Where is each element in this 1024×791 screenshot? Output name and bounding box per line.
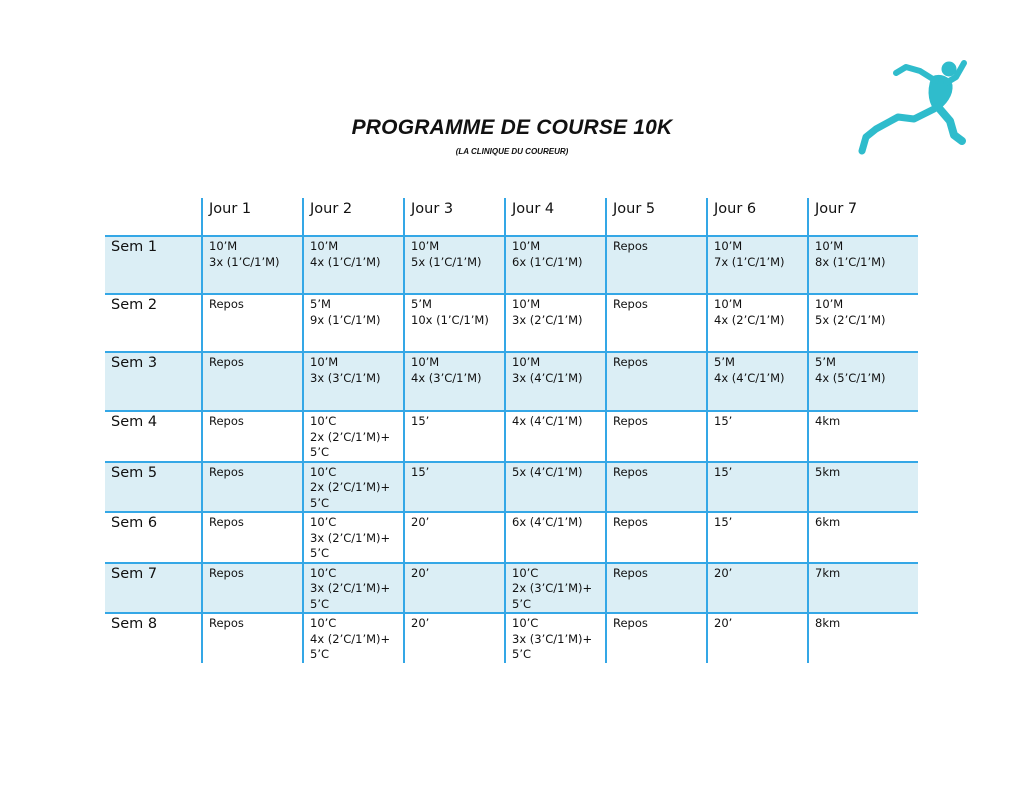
session-cell: 10’M 5x (1’C/1’M) — [404, 236, 505, 294]
session-cell: 10’C 3x (3’C/1’M)+ 5’C — [505, 613, 606, 663]
session-cell: 10’M 3x (3’C/1’M) — [303, 352, 404, 411]
week-label: Sem 6 — [111, 515, 158, 531]
corner-cell — [105, 198, 202, 236]
session-cell: 7km — [808, 563, 918, 614]
session-cell: 20’ — [404, 563, 505, 614]
session-cell: 5’M 4x (5’C/1’M) — [808, 352, 918, 411]
session-cell: 4x (4’C/1’M) — [505, 411, 606, 462]
page-title: PROGRAMME DE COURSE 10K — [351, 116, 673, 139]
week-row — [105, 294, 918, 352]
session-cell: Repos — [606, 236, 707, 294]
week-row — [105, 613, 918, 663]
week-row — [105, 512, 918, 563]
week-label: Sem 5 — [105, 462, 202, 513]
session-cell: Repos — [202, 462, 303, 513]
session-cell: 15’ — [404, 411, 505, 462]
week-label: Sem 8 — [111, 616, 158, 632]
week-label: Sem 4 — [111, 414, 158, 430]
session-cell: 10’M 3x (2’C/1’M) — [505, 294, 606, 352]
session-cell: 6x (4’C/1’M) — [505, 512, 606, 563]
session-cell: 10’M 5x (2’C/1’M) — [808, 294, 918, 352]
session-cell: 20’ — [404, 613, 505, 663]
session-cell: 10’C 3x (2’C/1’M)+ 5’C — [303, 512, 404, 563]
session-cell: 20’ — [707, 563, 808, 614]
day-header: Jour 3 — [404, 198, 505, 236]
session-cell: 10’M 7x (1’C/1’M) — [707, 236, 808, 294]
session-cell: 5km — [808, 462, 918, 513]
session-cell: 10’M 4x (1’C/1’M) — [303, 236, 404, 294]
day-header: Jour 4 — [505, 198, 606, 236]
week-label: Sem 1 — [105, 236, 202, 294]
day-header: Jour 1 — [202, 198, 303, 236]
day-header: Jour 5 — [606, 198, 707, 236]
session-cell: 5x (4’C/1’M) — [505, 462, 606, 513]
week-row — [105, 411, 918, 462]
session-cell: Repos — [606, 613, 707, 663]
session-cell: Repos — [606, 512, 707, 563]
page-subtitle: (LA CLINIQUE DU COUREUR) — [455, 147, 569, 156]
session-cell: 5’M 4x (4’C/1’M) — [707, 352, 808, 411]
week-label: Sem 2 — [111, 297, 158, 313]
day-header: Jour 7 — [808, 198, 918, 236]
session-cell: 10’M 3x (1’C/1’M) — [202, 236, 303, 294]
session-cell: Repos — [202, 411, 303, 462]
session-cell: Repos — [606, 411, 707, 462]
session-cell: Repos — [202, 352, 303, 411]
week-label: Sem 3 — [105, 352, 202, 411]
training-schedule-table — [105, 198, 918, 663]
session-cell: 20’ — [707, 613, 808, 663]
session-cell: 10’C 2x (2’C/1’M)+ 5’C — [303, 411, 404, 462]
session-cell: 10’M 8x (1’C/1’M) — [808, 236, 918, 294]
day-header: Jour 6 — [707, 198, 808, 236]
week-row — [105, 236, 918, 294]
session-cell: 8km — [808, 613, 918, 663]
session-cell: Repos — [606, 462, 707, 513]
session-cell: 10’C 2x (3’C/1’M)+ 5’C — [505, 563, 606, 614]
session-cell: Repos — [202, 512, 303, 563]
session-cell: 10’M 4x (2’C/1’M) — [707, 294, 808, 352]
week-row — [105, 352, 918, 411]
session-cell: 6km — [808, 512, 918, 563]
session-cell: 15’ — [707, 462, 808, 513]
session-cell: 10’C 4x (2’C/1’M)+ 5’C — [303, 613, 404, 663]
header-row — [105, 198, 918, 236]
session-cell: 15’ — [404, 462, 505, 513]
session-cell: Repos — [202, 613, 303, 663]
session-cell: 15’ — [707, 512, 808, 563]
session-cell: 15’ — [707, 411, 808, 462]
session-cell: Repos — [606, 294, 707, 352]
day-header: Jour 2 — [303, 198, 404, 236]
session-cell: Repos — [202, 563, 303, 614]
session-cell: 20’ — [404, 512, 505, 563]
session-cell: 4km — [808, 411, 918, 462]
runner-icon — [858, 55, 970, 155]
session-cell: 10’M 4x (3’C/1’M) — [404, 352, 505, 411]
session-cell: 5’M 9x (1’C/1’M) — [303, 294, 404, 352]
session-cell: Repos — [202, 294, 303, 352]
week-row — [105, 462, 918, 513]
session-cell: 10’M 3x (4’C/1’M) — [505, 352, 606, 411]
session-cell: 5’M 10x (1’C/1’M) — [404, 294, 505, 352]
session-cell: 10’C 3x (2’C/1’M)+ 5’C — [303, 563, 404, 614]
session-cell: Repos — [606, 352, 707, 411]
session-cell: 10’C 2x (2’C/1’M)+ 5’C — [303, 462, 404, 513]
session-cell: Repos — [606, 563, 707, 614]
week-row — [105, 563, 918, 614]
week-label: Sem 7 — [105, 563, 202, 614]
session-cell: 10’M 6x (1’C/1’M) — [505, 236, 606, 294]
